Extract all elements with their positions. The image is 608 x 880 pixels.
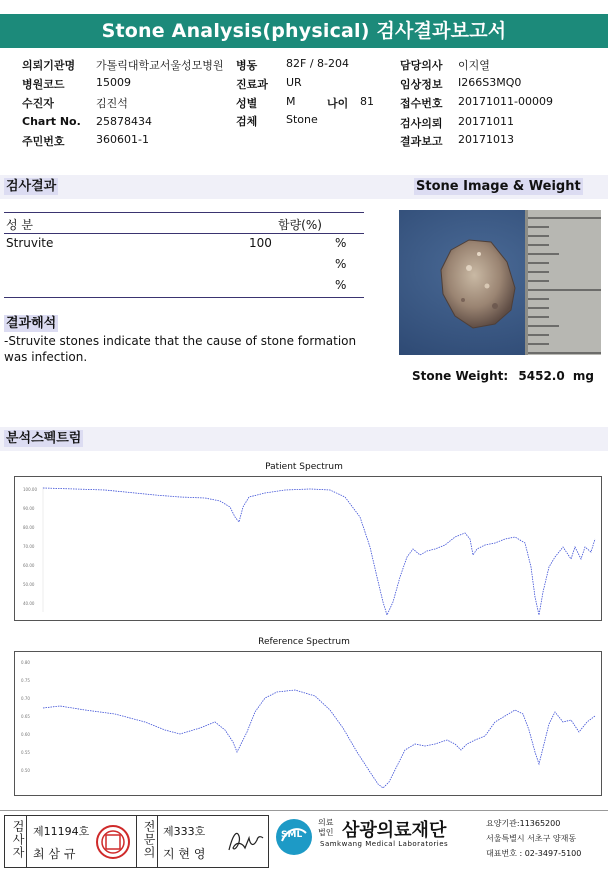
ward-value: 82F / 8-204 xyxy=(286,57,349,70)
receipt-label: 접수번호 xyxy=(400,97,443,110)
component-unit: % xyxy=(335,236,347,250)
svg-text:0.75: 0.75 xyxy=(21,678,30,683)
patient-spectrum-chart xyxy=(14,476,602,621)
svg-text:50.00: 50.00 xyxy=(23,582,35,587)
inspector-name: 최 삼 규 xyxy=(33,847,76,861)
component-unit: % xyxy=(335,278,347,292)
corp-english: Samkwang Medical Laboratories xyxy=(320,840,449,848)
stone-weight-value: 5452.0 xyxy=(518,369,565,383)
stone-image-title: Stone Image & Weight xyxy=(416,179,581,194)
content-col-header: 함량(%) xyxy=(278,218,322,232)
svg-text:80.00: 80.00 xyxy=(23,525,35,530)
interpretation-text: -Struvite stones indicate that the cause of stone formation was infection. xyxy=(4,334,357,364)
stone-weight xyxy=(412,369,594,383)
inspector-label: 검사자 xyxy=(11,820,25,859)
component-name: Struvite xyxy=(6,236,54,250)
request-label: 검사의뢰 xyxy=(400,117,443,130)
table-row xyxy=(4,236,364,256)
svg-text:0.55: 0.55 xyxy=(21,750,30,755)
specialist-label: 전문의 xyxy=(142,820,156,859)
stone-photo xyxy=(399,210,601,355)
dept-label: 진료과 xyxy=(236,78,268,91)
seal-stamp xyxy=(95,824,131,860)
chart-no-label: Chart No. xyxy=(22,115,81,128)
age-value: 81 xyxy=(360,95,374,108)
chart-no-value: 25878434 xyxy=(96,115,152,128)
svg-text:70.00: 70.00 xyxy=(23,544,35,549)
component-unit: % xyxy=(335,257,347,271)
svg-text:40.00: 40.00 xyxy=(23,601,35,606)
patient-value: 김진석 xyxy=(96,97,128,110)
corp-type: 의료 법인 xyxy=(318,818,334,837)
age-label: 나이 xyxy=(327,97,349,110)
id-label: 주민번호 xyxy=(22,135,65,148)
svg-text:0.60: 0.60 xyxy=(21,732,30,737)
table-bottom-rule xyxy=(4,297,364,298)
hospital-code-value: 15009 xyxy=(96,76,131,89)
institution-label: 의뢰기관명 xyxy=(22,59,76,72)
sml-logo xyxy=(274,817,314,857)
inspector-license: 제11194호 xyxy=(33,825,90,838)
clinical-label: 임상정보 xyxy=(400,78,443,91)
patient-label: 수진자 xyxy=(22,97,54,110)
results-table-header xyxy=(4,212,364,234)
receipt-value: 20171011-00009 xyxy=(458,95,553,108)
reference-spectrum-chart xyxy=(14,651,602,796)
institution-code: 요양기관:11365200 xyxy=(486,819,561,828)
svg-text:0.80: 0.80 xyxy=(21,660,30,665)
sex-value: M xyxy=(286,95,296,108)
specialist-name: 지 현 영 xyxy=(163,847,206,861)
component-col-header: 성 분 xyxy=(6,218,33,232)
component-value: 100 xyxy=(249,236,272,250)
report-value: 20171013 xyxy=(458,133,514,146)
svg-text:0.50: 0.50 xyxy=(21,768,30,773)
signature-box xyxy=(4,815,269,868)
svg-text:90.00: 90.00 xyxy=(23,506,35,511)
specialist-license: 제333호 xyxy=(163,825,206,838)
ward-label: 병동 xyxy=(236,59,258,72)
svg-text:100.00: 100.00 xyxy=(23,487,37,492)
id-value: 360601-1 xyxy=(96,133,149,146)
report-title: Stone Analysis(physical) 검사결과보고서 xyxy=(0,14,608,48)
stone-weight-label: Stone Weight: xyxy=(412,369,509,383)
request-value: 20171011 xyxy=(458,115,514,128)
signature xyxy=(223,826,265,858)
results-title: 검사결과 xyxy=(6,179,57,194)
hospital-code-label: 병원코드 xyxy=(22,78,65,91)
svg-text:0.70: 0.70 xyxy=(21,696,30,701)
patient-spectrum-title: Patient Spectrum xyxy=(265,462,343,472)
corp-address: 서울특별시 서초구 양재동 xyxy=(486,834,577,843)
clinical-value: I266S3MQ0 xyxy=(458,76,522,89)
dept-value: UR xyxy=(286,76,302,89)
corp-name: 삼광의료재단 xyxy=(342,820,447,841)
svg-text:0.65: 0.65 xyxy=(21,714,30,719)
specimen-label: 검체 xyxy=(236,115,258,128)
svg-text:60.00: 60.00 xyxy=(23,563,35,568)
specimen-value: Stone xyxy=(286,113,318,126)
table-row xyxy=(4,257,364,277)
logo-text: SML xyxy=(281,830,303,840)
interpretation-title: 결과해석 xyxy=(6,316,57,331)
spectrum-title: 분석스펙트럼 xyxy=(6,431,82,446)
reference-spectrum-title: Reference Spectrum xyxy=(258,637,350,647)
corp-phone: 대표번호 : 02-3497-5100 xyxy=(486,849,582,858)
stone-weight-unit: mg xyxy=(572,369,594,383)
report-label: 결과보고 xyxy=(400,135,443,148)
institution-value: 가톨릭대학교서울성모병원 xyxy=(96,59,224,72)
doctor-label: 담당의사 xyxy=(400,59,443,72)
sex-label: 성별 xyxy=(236,97,258,110)
doctor-value: 이지열 xyxy=(458,59,490,72)
table-row xyxy=(4,278,364,298)
spectrum-band xyxy=(0,427,608,451)
